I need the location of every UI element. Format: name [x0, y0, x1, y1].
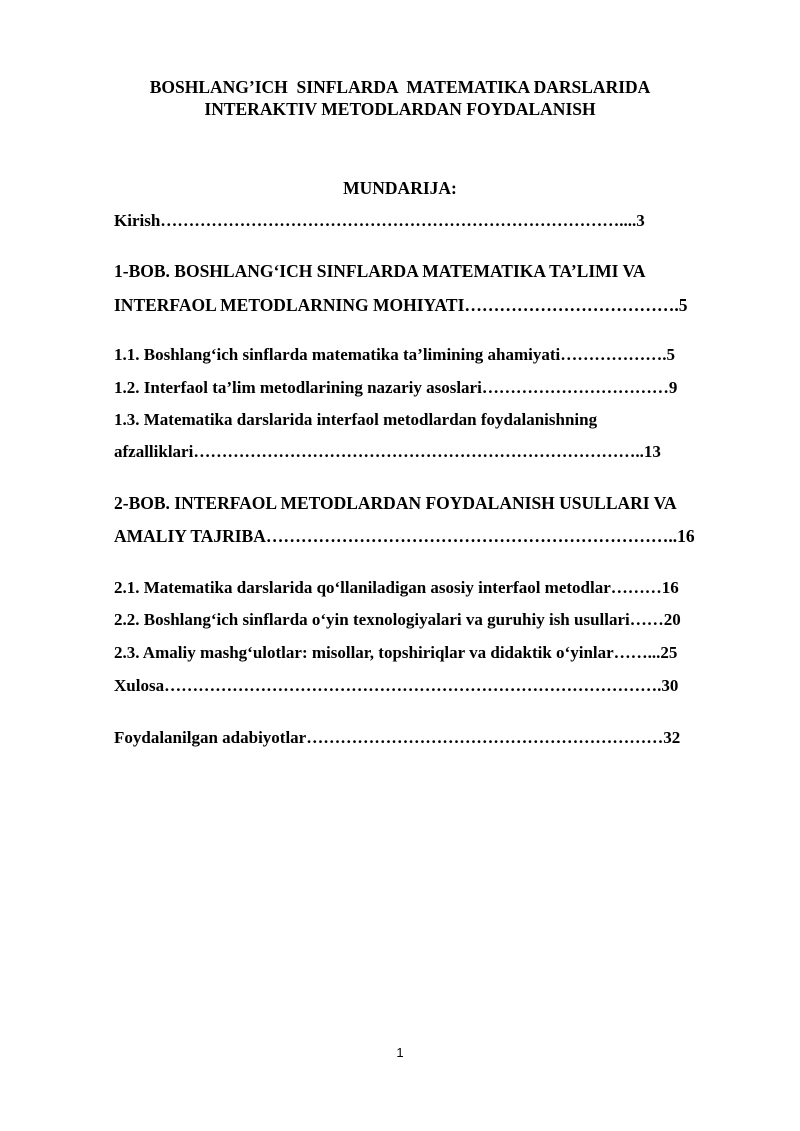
toc-section-1-2: 1.2. Interfaol ta’lim metodlarining nazariy asoslari……………………………9	[114, 378, 678, 397]
toc-chapter-1-line-2: INTERFAOL METODLARNING MOHIYATI……………………………….5	[114, 295, 688, 315]
title-line-1: BOSHLANG’ICH SINFLARDA MATEMATIKA DARSLARIDA	[149, 77, 651, 97]
toc-section-2-3: 2.3. Amaliy mashg‘ulotlar: misollar, topshiriqlar va didaktik o‘yinlar……...25	[114, 643, 678, 662]
toc-entry-kirish: Kirish………………………………………………………………………....3	[114, 211, 645, 230]
toc-chapter-2-line-1: 2-BOB. INTERFAOL METODLARDAN FOYDALANISH USULLARI VA	[114, 493, 677, 513]
toc-entry-xulosa: Xulosa…………………………………………………………………………….30	[114, 676, 679, 695]
toc-entry-adabiyotlar: Foydalanilgan adabiyotlar………………………………………………………32	[114, 728, 681, 747]
toc-chapter-2-line-2: AMALIY TAJRIBA……………………………………………………………..16	[114, 526, 695, 546]
document-title	[0, 76, 800, 120]
toc-section-1-3-line-1: 1.3. Matematika darslarida interfaol metodlardan foydalanishning	[114, 410, 598, 429]
toc-heading: MUNDARIJA:	[343, 178, 457, 198]
title-line-2: INTERAKTIV METODLARDAN FOYDALANISH	[204, 99, 596, 119]
toc-section-1-1: 1.1. Boshlang‘ich sinflarda matematika ta’limining ahamiyati……………….5	[114, 345, 676, 364]
toc-chapter-1-line-1: 1-BOB. BOSHLANG‘ICH SINFLARDA MATEMATIKA TA’LIMI VA	[114, 261, 646, 281]
toc-section-2-1: 2.1. Matematika darslarida qo‘llaniladigan asosiy interfaol metodlar………16	[114, 578, 679, 597]
page-number: 1	[396, 1045, 404, 1060]
toc-section-1-3-line-2: afzalliklari……………………………………………………………………..13	[114, 442, 661, 461]
toc-section-2-2: 2.2. Boshlang‘ich sinflarda o‘yin texnologiyalari va guruhiy ish usullari……20	[114, 610, 681, 629]
